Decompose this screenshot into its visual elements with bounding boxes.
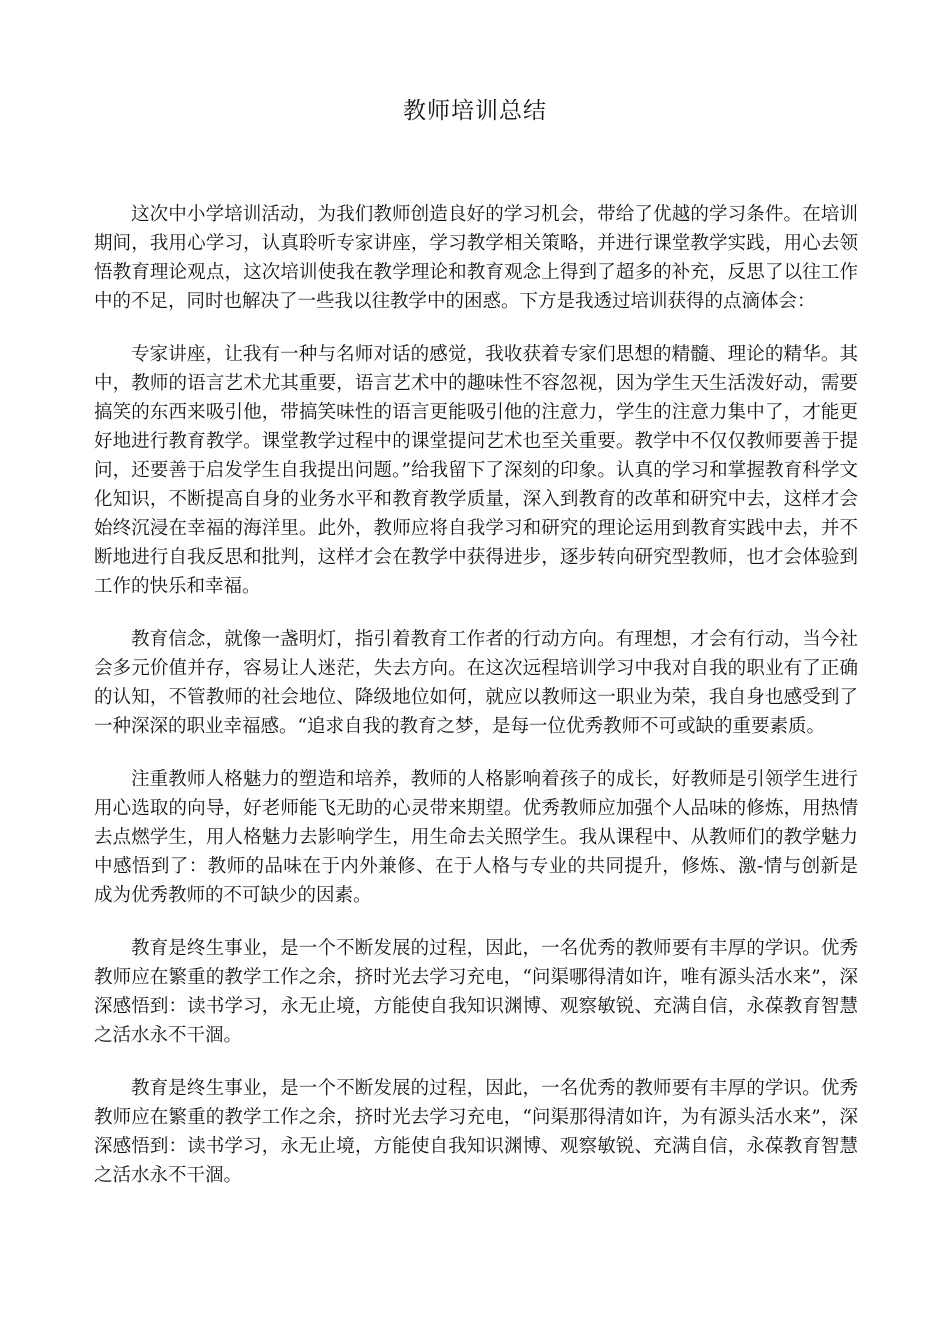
paragraph-lifelong-learning: 教育是终生事业，是一个不断发展的过程，因此，一名优秀的教师要有丰厚的学识。优秀教师应在繁重的教学工作之余，挤时光去学习充电，“问渠哪得清如许，唯有源头活水来”，深深感悟到：读书学习，永无止境，方能使自我知识渊博、观察敏锐、充满自信，永葆教育智慧之活水永不干涸。 <box>94 938 858 1046</box>
paragraph-lifelong-learning-repeat: 教育是终生事业，是一个不断发展的过程，因此，一名优秀的教师要有丰厚的学识。优秀教师应在繁重的教学工作之余，挤时光去学习充电，“问渠那得清如许，为有源头活水来”，深深感悟到：读书学习，永无止境，方能使自我知识渊博、观察敏锐、充满自信，永葆教育智慧之活水永不干涸。 <box>94 1078 858 1186</box>
paragraph-education-belief: 教育信念，就像一盏明灯，指引着教育工作者的行动方向。有理想，才会有行动，当今社会多元价值并存，容易让人迷茫，失去方向。在这次远程培训学习中我对自我的职业有了正确的认知，不管教师的社会地位、降级地位如何，就应以教师这一职业为荣，我自身也感受到了一种深深的职业幸福感。“追求自我的教育之梦，是每一位优秀教师不可或缺的重要素质。 <box>94 629 858 737</box>
paragraph-intro: 这次中小学培训活动，为我们教师创造良好的学习机会，带给了优越的学习条件。在培训期间，我用心学习，认真聆听专家讲座，学习教学相关策略，并进行课堂教学实践，用心去领悟教育理论观点，这次培训使我在教学理论和教育观念上得到了超多的补充，反思了以往工作中的不足，同时也解决了一些我以往教学中的困惑。下方是我透过培训获得的点滴体会： <box>94 204 858 312</box>
document-body <box>94 200 858 1190</box>
paragraph-expert-lectures: 专家讲座，让我有一种与名师对话的感觉，我收获着专家们思想的精髓、理论的精华。其中，教师的语言艺术尤其重要，语言艺术中的趣味性不容忽视，因为学生天生活泼好动，需要搞笑的东西来吸引他，带搞笑味性的语言更能吸引他的注意力，学生的注意力集中了，才能更好地进行教育教学。课堂教学过程中的课堂提问艺术也至关重要。教学中不仅仅教师要善于提问，还要善于启发学生自我提出问题。”给我留下了深刻的印象。认真的学习和掌握教育科学文化知识，不断提高自身的业务水平和教育教学质量，深入到教育的改革和研究中去，这样才会始终沉浸在幸福的海洋里。此外，教师应将自我学习和研究的理论运用到教育实践中去，并不断地进行自我反思和批判，这样才会在教学中获得进步，逐步转向研究型教师，也才会体验到工作的快乐和幸福。 <box>94 344 858 597</box>
document-title: 教师培训总结 <box>403 98 547 124</box>
paragraph-teacher-charisma: 注重教师人格魅力的塑造和培养，教师的人格影响着孩子的成长，好教师是引领学生进行用心选取的向导，好老师能飞无助的心灵带来期望。优秀教师应加强个人品味的修炼，用热情去点燃学生，用人格魅力去影响学生，用生命去关照学生。我从课程中、从教师们的教学魅力中感悟到了：教师的品味在于内外兼修、在于人格与专业的共同提升，修炼、激-情与创新是成为优秀教师的不可缺少的因素。 <box>94 769 858 906</box>
